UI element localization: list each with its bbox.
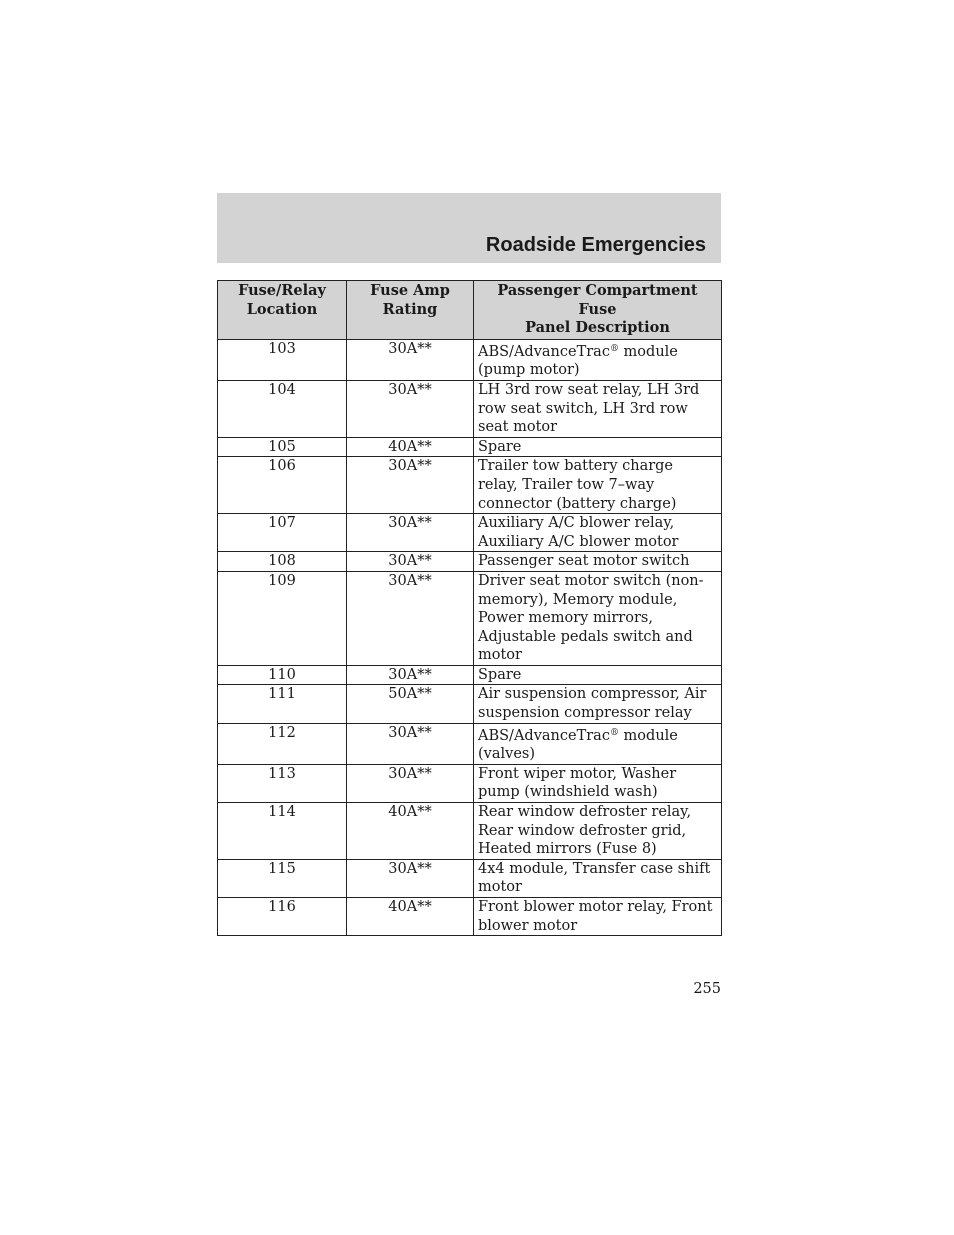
cell-fuse-description: Front blower motor relay, Front blower motor (474, 898, 722, 936)
table-row (218, 380, 722, 437)
table-row (218, 457, 722, 514)
table-row (218, 723, 722, 764)
cell-fuse-rating: 30A** (347, 339, 474, 380)
description-text: module (pump motor) (478, 343, 678, 379)
description-text: ABS/AdvanceTrac (478, 727, 610, 744)
page-number: 255 (693, 981, 721, 997)
table-row (218, 859, 722, 897)
cell-fuse-location: 109 (218, 571, 347, 665)
cell-fuse-description: LH 3rd row seat relay, LH 3rd row seat switch, LH 3rd row seat motor (474, 380, 722, 437)
cell-fuse-description: Auxiliary A/C blower relay, Auxiliary A/C blower motor (474, 514, 722, 552)
cell-fuse-rating: 30A** (347, 380, 474, 437)
cell-fuse-description: Passenger seat motor switch (474, 552, 722, 572)
cell-fuse-location: 107 (218, 514, 347, 552)
column-header-location (218, 281, 347, 340)
cell-fuse-description: Front wiper motor, Washer pump (windshield wash) (474, 764, 722, 802)
cell-fuse-description: Spare (474, 665, 722, 685)
table-header-row (218, 281, 722, 340)
column-header-description (474, 281, 722, 340)
column-header-rating (347, 281, 474, 340)
cell-fuse-description: Air suspension compressor, Air suspension compressor relay (474, 685, 722, 723)
table-row (218, 685, 722, 723)
table-row (218, 514, 722, 552)
fuse-table-body (218, 339, 722, 935)
table-row (218, 552, 722, 572)
cell-fuse-location: 104 (218, 380, 347, 437)
cell-fuse-location: 106 (218, 457, 347, 514)
cell-fuse-rating: 30A** (347, 764, 474, 802)
cell-fuse-description: Rear window defroster relay, Rear window defroster grid, Heated mirrors (Fuse 8) (474, 803, 722, 860)
trademark-mark: ® (609, 727, 619, 738)
table-row (218, 803, 722, 860)
cell-fuse-location: 103 (218, 339, 347, 380)
cell-fuse-rating: 40A** (347, 437, 474, 457)
table-row (218, 665, 722, 685)
cell-fuse-rating: 30A** (347, 514, 474, 552)
fuse-table (217, 280, 722, 936)
cell-fuse-description: Spare (474, 437, 722, 457)
cell-fuse-rating: 30A** (347, 457, 474, 514)
cell-fuse-description (474, 339, 722, 380)
cell-fuse-description: Driver seat motor switch (non-memory), Memory module, Power memory mirrors, Adjustable pedals switch and motor (474, 571, 722, 665)
section-title: Roadside Emergencies (485, 234, 706, 256)
column-header-rating-text: Fuse Amp Rating (370, 282, 450, 318)
cell-fuse-location: 116 (218, 898, 347, 936)
table-row (218, 898, 722, 936)
cell-fuse-rating: 40A** (347, 803, 474, 860)
cell-fuse-description: Trailer tow battery charge relay, Trailer tow 7–way connector (battery charge) (474, 457, 722, 514)
table-row (218, 764, 722, 802)
cell-fuse-location: 111 (218, 685, 347, 723)
cell-fuse-rating: 50A** (347, 685, 474, 723)
cell-fuse-rating: 30A** (347, 665, 474, 685)
cell-fuse-rating: 30A** (347, 552, 474, 572)
cell-fuse-location: 112 (218, 723, 347, 764)
cell-fuse-location: 110 (218, 665, 347, 685)
table-row (218, 571, 722, 665)
cell-fuse-location: 114 (218, 803, 347, 860)
cell-fuse-location: 113 (218, 764, 347, 802)
cell-fuse-rating: 30A** (347, 723, 474, 764)
description-text: module (valves) (478, 727, 678, 763)
cell-fuse-location: 105 (218, 437, 347, 457)
table-row (218, 339, 722, 380)
cell-fuse-rating: 30A** (347, 571, 474, 665)
cell-fuse-description: 4x4 module, Transfer case shift motor (474, 859, 722, 897)
section-header-band (217, 193, 721, 263)
cell-fuse-description (474, 723, 722, 764)
cell-fuse-location: 108 (218, 552, 347, 572)
trademark-mark: ® (609, 343, 619, 354)
cell-fuse-location: 115 (218, 859, 347, 897)
cell-fuse-rating: 30A** (347, 859, 474, 897)
cell-fuse-rating: 40A** (347, 898, 474, 936)
table-row (218, 437, 722, 457)
column-header-description-text: Passenger Compartment Fuse Panel Description (497, 282, 698, 337)
description-text: ABS/AdvanceTrac (478, 343, 610, 360)
column-header-location-text: Fuse/Relay Location (238, 282, 326, 318)
